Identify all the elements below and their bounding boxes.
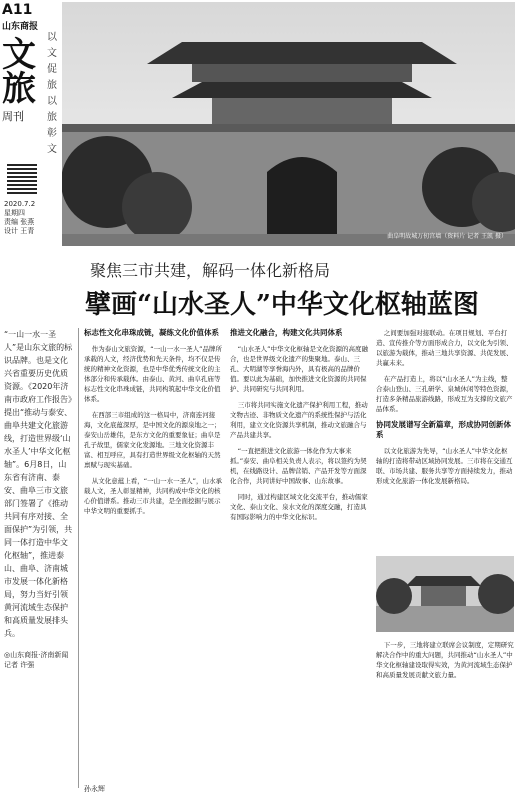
paragraph: 同时，通过构建区域文化交流平台，推动儒家文化、泰山文化、泉水文化的深度交融，打造具有国际影响力的中华文化标识。 <box>230 493 368 521</box>
column-2-heading: 推进文化融合，构建文化共同体系 <box>230 328 343 337</box>
article-column-2 <box>230 328 370 790</box>
paragraph: 在西部三市组成的这一格局中，济南连河接海，文化底蕴深厚，是中国文化的源泉地之一；泰安山岳雄伟，是东方文化的重要象征；曲阜是孔子故里，儒家文化发源地。三地文化资源丰富、相互呼应，具有打造世界级文化枢轴的天然禀赋与现实基础。 <box>84 411 221 469</box>
paragraph: 以文化旅游为先导，“山水圣人”中华文化枢轴的打造将带动区域协同发展。三市将在交通互联、市场共建、服务共享等方面持续发力，推动形成文化旅游一体化发展新格局。 <box>376 447 513 485</box>
hero-photo <box>62 2 515 246</box>
page-number: A11 <box>2 2 33 18</box>
side-tag: 彰 <box>47 128 57 139</box>
headline: 擘画“山水圣人”中华文化枢轴蓝图 <box>85 290 479 320</box>
issue-editor: 责编 张燕 <box>4 218 35 226</box>
paragraph: 作为泰山文旅资源，“一山一水一圣人”品牌所承载的人文，经济优势和先天条件，均不仅是传统的精神文化资源，也是中华优秀传统文化的主体部分和传承载体。由泰山、黄河、曲阜孔庙等标志性文化串珠成链，共同构筑起中华文化价值体系。 <box>84 345 223 403</box>
article-column-3b <box>376 640 514 790</box>
photo-credit: 孙永辉 <box>84 785 105 793</box>
side-tag: 旅 <box>47 112 57 123</box>
side-tag: 以 <box>47 96 57 107</box>
masthead <box>2 2 62 242</box>
side-tag: 文 <box>47 48 57 59</box>
article-column-1 <box>84 328 224 790</box>
column-divider <box>78 328 79 788</box>
section-title-text: 文旅 <box>2 35 36 109</box>
paragraph: 之间要加强对接联动。在项目规划、平台打造、宣传推介等方面形成合力，以文化为引领、以旅游为载体，推动三地共享资源、共促发展、共赢未来。 <box>376 329 513 367</box>
issue-meta <box>4 200 64 236</box>
side-tag: 文 <box>47 144 57 155</box>
section-subtitle: 周刊 <box>2 110 24 123</box>
paragraph: 下一步，三地将建立联席会议制度，定期研究解决合作中的重大问题，共同推动“山水圣人”中华文化枢轴建设取得实效，为黄河流域生态保护和高质量发展贡献文旅力量。 <box>376 641 514 679</box>
issue-date: 2020.7.2 <box>4 200 36 208</box>
hero-caption: 曲阜明故城万仞宫墙（资料片 记者 王凯 摄） <box>387 233 507 240</box>
paragraph: “一直把推进文化旅游一体化作为大事来抓。”泰安、曲阜相关负责人表示，将以签约为契机，在线路设计、品牌营销、产品开发等方面深化合作，共同讲好中国故事、山东故事。 <box>230 447 367 485</box>
garden-illustration <box>376 556 514 632</box>
paper-name: 山东商报 <box>2 22 39 32</box>
kicker: 聚焦三市共建，解码一体化新格局 <box>90 261 331 280</box>
paragraph: 三市将共同实施文化遗产保护利用工程，推动文物古迹、非物质文化遗产的系统性保护与活化利用，建立文化资源共享机制，推动文旅融合与产品共建共享。 <box>230 401 368 439</box>
issue-weekday: 星期四 <box>4 209 25 217</box>
intro-text: “一山一水一圣人”是山东文旅的标识品牌。也是文化兴省重要历史优质资源。《2020年济南市政府工作报告》提出“推动与泰安、曲阜共建文化旅游线，打造世界级‘山水圣人’中华文化枢轴”。6月8日，山东省有济南、泰安、曲阜三市文旅部门签署了《推动共同有序对接、全面保护”为引领，共同一体打造中华文化枢轴”，推进泰山、曲阜、济南城市发展一体化新格局，努力当好引领黄河流域生态保护和高质量发展排头兵。 <box>4 330 73 638</box>
paragraph: 在产品打造上，将以“山水圣人”为主线，整合泰山登山、三孔研学、泉城休闲等特色资源，打造多条精品旅游线路，形成互为支撑的文旅产品体系。 <box>376 375 513 413</box>
column-3-heading: 协同发展谱写全新篇章，形成协同创新体系 <box>376 420 511 439</box>
intro-byline: ◎山东商报·济南新闻记者 许强 <box>4 651 69 669</box>
column-1-heading: 标志性文化串珠成链，凝练文化价值体系 <box>84 328 219 337</box>
paragraph: 从文化意蕴上看，“一山一水一圣人”，山水承载人文，圣人彰显精神，共同构成中华文化的核心价值谱系。推动三市共建，是全面挖掘与展示中华文明的重要抓手。 <box>84 477 223 515</box>
qr-code-icon <box>7 164 37 194</box>
side-tags <box>46 30 58 158</box>
intro-column <box>4 328 74 640</box>
side-tag: 旅 <box>47 80 57 91</box>
city-gate-illustration <box>62 2 515 246</box>
article-column-3 <box>376 328 514 548</box>
side-tag: 以 <box>47 32 57 43</box>
paragraph: “山水圣人”中华文化枢轴是文化资源的高度融合，也是世界级文化遗产的集聚地。泰山、三孔、大明湖等享誉海内外，具有极高的品牌价值。要以此为基础，加快推进文化资源的共同保护、共同研究与共同利用。 <box>230 345 369 393</box>
side-tag: 促 <box>47 64 57 75</box>
inset-photo <box>376 556 514 632</box>
issue-designer: 设计 王青 <box>4 227 35 235</box>
